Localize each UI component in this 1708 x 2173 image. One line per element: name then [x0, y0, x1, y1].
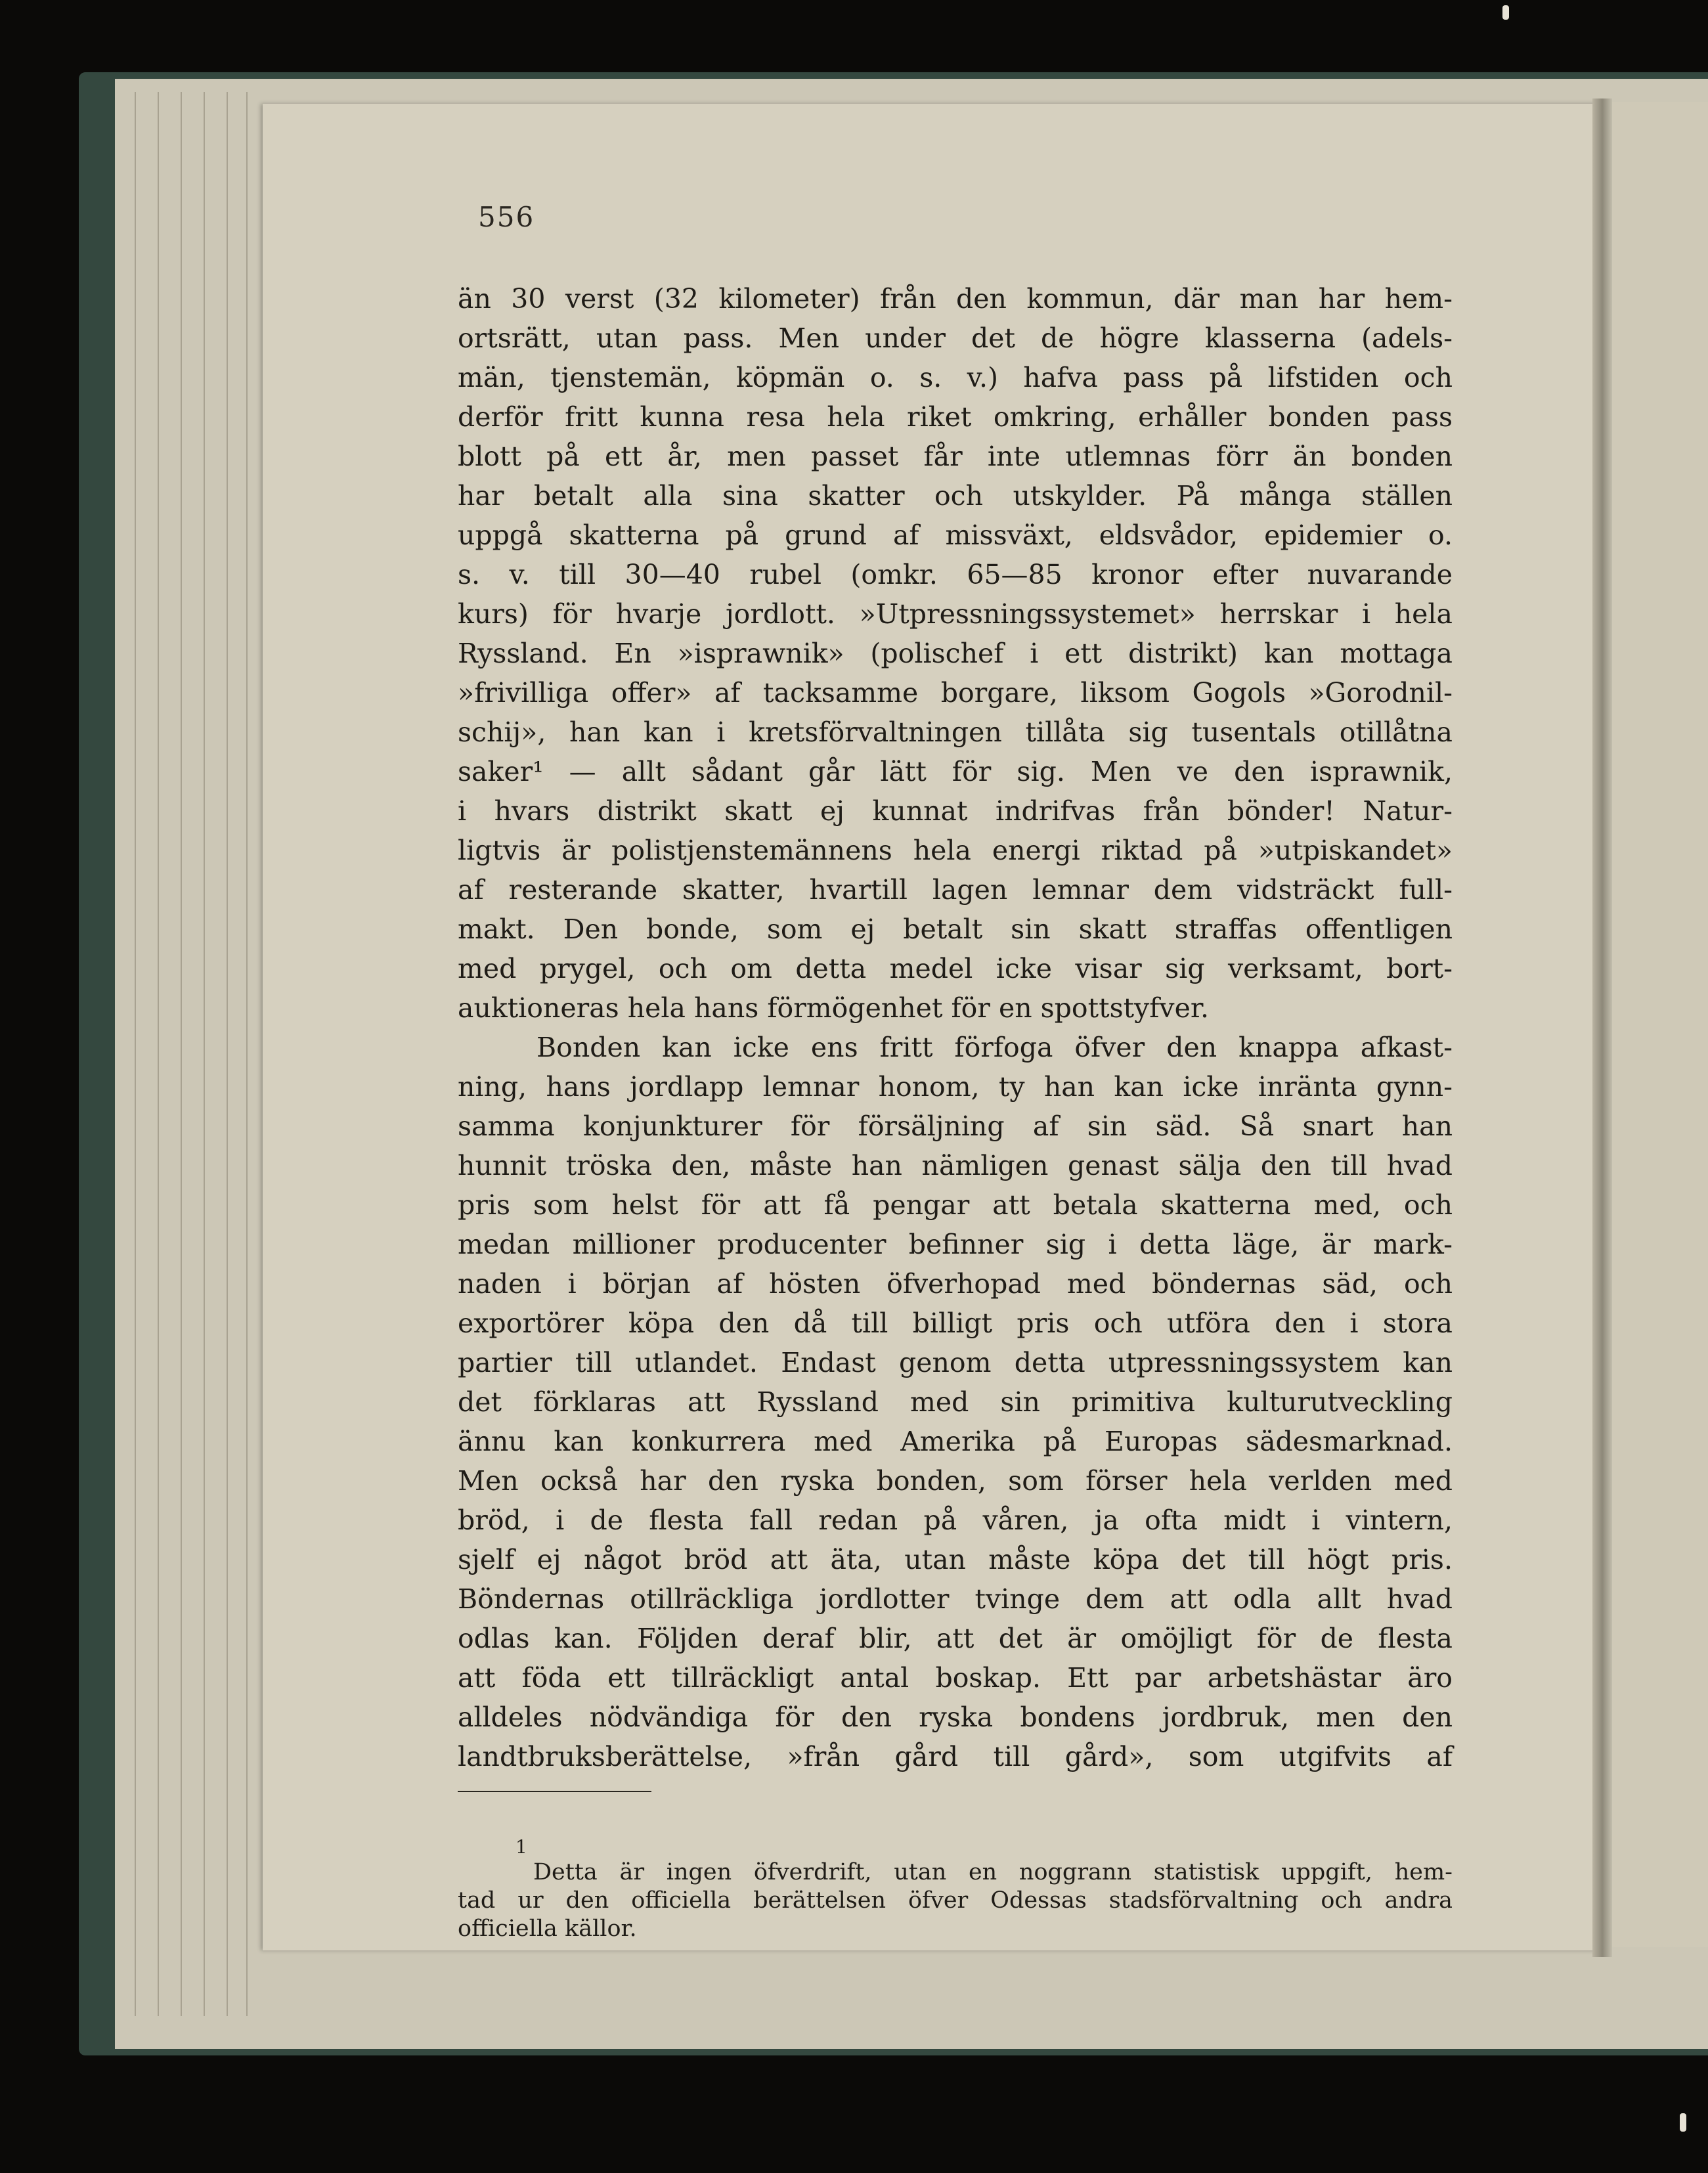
- footnote-line: officiella källor.: [458, 1916, 637, 1942]
- text-line: Böndernas otillräckliga jordlotter tvinge dem att odla allt hvad: [458, 1583, 1453, 1615]
- page-edge-line: [181, 92, 182, 2016]
- text-line: derför fritt kunna resa hela riket omkring, erhåller bonden pass: [458, 401, 1453, 433]
- text-line: medan millioner producenter befinner sig i detta läge, är mark-: [458, 1229, 1453, 1260]
- text-line: landtbruksberättelse, »från gård till gård», som utgifvits af: [458, 1741, 1453, 1772]
- text-line: naden i början af hösten öfverhopad med böndernas säd, och: [458, 1268, 1453, 1300]
- text-line: blott på ett år, men passet får inte utlemnas förr än bonden: [458, 441, 1453, 472]
- text-line: män, tjenstemän, köpmän o. s. v.) hafva pass på lifstiden och: [458, 362, 1453, 393]
- facing-page-edge: [1612, 102, 1708, 1947]
- page-edge-line: [227, 92, 228, 2016]
- text-line: än 30 verst (32 kilometer) från den kommun, där man har hem-: [458, 283, 1453, 315]
- text-line: pris som helst för att få pengar att betala skatterna med, och: [458, 1189, 1453, 1221]
- page-edge-line: [204, 92, 205, 2016]
- text-line: makt. Den bonde, som ej betalt sin skatt straffas offentligen: [458, 913, 1453, 945]
- dust-speck: [1502, 5, 1509, 20]
- text-line: Bonden kan icke ens fritt förfoga öfver den knappa afkast-: [536, 1032, 1453, 1063]
- text-line: ligtvis är polistjenstemännens hela energi riktad på »utpiskandet»: [458, 835, 1453, 866]
- text-line: ännu kan konkurrera med Amerika på Europas sädesmarknad.: [458, 1426, 1453, 1457]
- text-line: alldeles nödvändiga för den ryska bondens jordbruk, men den: [458, 1701, 1453, 1733]
- text-line: kurs) för hvarje jordlott. »Utpressningssystemet» herrskar i hela: [458, 598, 1453, 630]
- footnote-marker: 1: [515, 1836, 527, 1858]
- text-line: odlas kan. Följden deraf blir, att det är omöjligt för de flesta: [458, 1623, 1453, 1654]
- text-line: uppgå skatterna på grund af missväxt, eldsvådor, epidemier o.: [458, 519, 1453, 551]
- text-line: s. v. till 30—40 rubel (omkr. 65—85 kronor efter nuvarande: [458, 559, 1453, 590]
- text-line: med prygel, och om detta medel icke visar sig verksamt, bort-: [458, 953, 1453, 984]
- page-edge-line: [135, 92, 136, 2016]
- text-line: Men också har den ryska bonden, som förser hela verlden med: [458, 1465, 1453, 1497]
- text-line: att föda ett tillräckligt antal boskap. Ett par arbetshästar äro: [458, 1662, 1453, 1694]
- text-line: Ryssland. En »isprawnik» (polischef i ett distrikt) kan mottaga: [458, 638, 1453, 669]
- text-line: partier till utlandet. Endast genom detta utpressningssystem kan: [458, 1347, 1453, 1378]
- footnote-line: Detta är ingen öfverdrift, utan en noggrann statistisk uppgift, hem-: [533, 1859, 1453, 1885]
- dust-speck: [1680, 2113, 1686, 2132]
- text-line: det förklaras att Ryssland med sin primitiva kulturutveckling: [458, 1386, 1453, 1418]
- text-line: hunnit tröska den, måste han nämligen genast sälja den till hvad: [458, 1150, 1453, 1181]
- page-number: 556: [478, 201, 535, 233]
- text-line: exportörer köpa den då till billigt pris och utföra den i stora: [458, 1307, 1453, 1339]
- text-line: schij», han kan i kretsförvaltningen tillåta sig tusentals otillåtna: [458, 716, 1453, 748]
- text-line: bröd, i de flesta fall redan på våren, ja ofta midt i vintern,: [458, 1504, 1453, 1536]
- text-line: sjelf ej något bröd att äta, utan måste köpa det till högt pris.: [458, 1544, 1453, 1575]
- page-edge-line: [158, 92, 159, 2016]
- page-gutter: [1592, 99, 1612, 1957]
- text-line: af resterande skatter, hvartill lagen lemnar dem vidsträckt full-: [458, 874, 1453, 906]
- page-edge-line: [246, 92, 248, 2016]
- text-line: samma konjunkturer för försäljning af sin säd. Så snart han: [458, 1110, 1453, 1142]
- text-line: »frivilliga offer» af tacksamme borgare, liksom Gogols »Gorodnil-: [458, 677, 1453, 709]
- footnote-line: tad ur den officiella berättelsen öfver Odessas stadsförvaltning och andra: [458, 1887, 1453, 1914]
- text-line: auktioneras hela hans förmögenhet för en spottstyfver.: [458, 992, 1209, 1024]
- text-line: ortsrätt, utan pass. Men under det de högre klasserna (adels-: [458, 322, 1453, 354]
- text-line: ning, hans jordlapp lemnar honom, ty han kan icke inränta gynn-: [458, 1071, 1453, 1103]
- text-line: har betalt alla sina skatter och utskylder. På många ställen: [458, 480, 1453, 512]
- footnote-rule: [458, 1791, 651, 1792]
- text-line: i hvars distrikt skatt ej kunnat indrifvas från bönder! Natur-: [458, 795, 1453, 827]
- text-line: saker¹ — allt sådant går lätt för sig. Men ve den isprawnik,: [458, 756, 1453, 787]
